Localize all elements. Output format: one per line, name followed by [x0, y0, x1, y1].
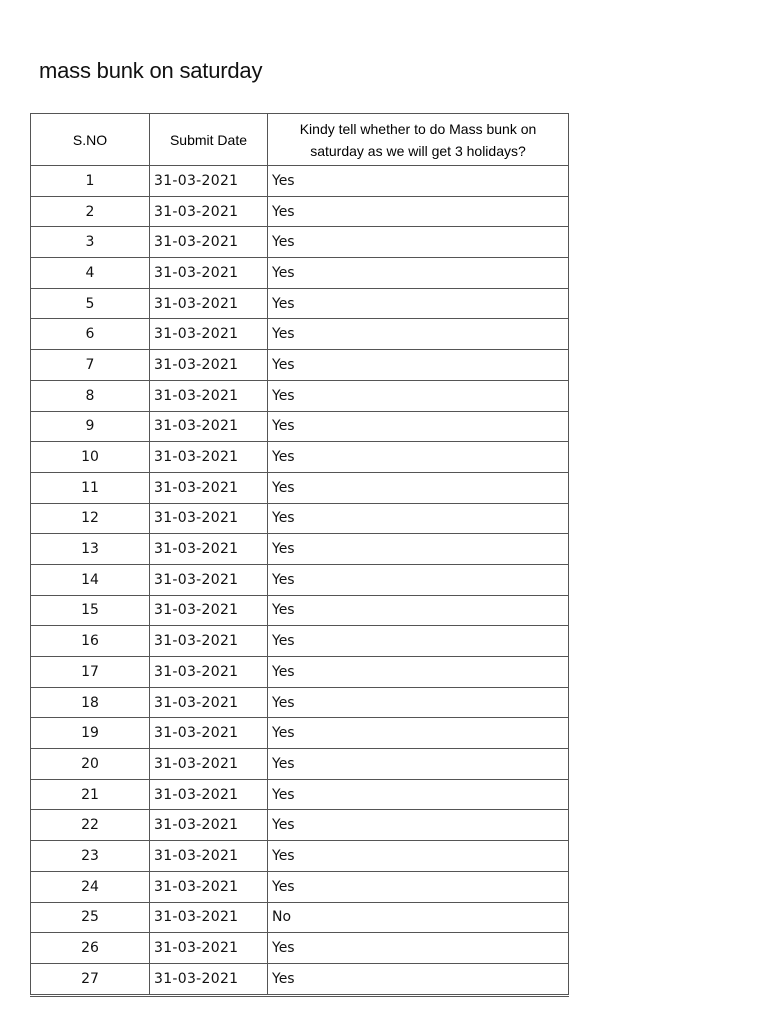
- serial-number-cell: 11: [31, 472, 150, 503]
- table-row: [31, 871, 569, 902]
- answer-cell: Yes: [268, 380, 569, 411]
- answer-cell: Yes: [268, 258, 569, 289]
- answer-cell: Yes: [268, 687, 569, 718]
- submit-date-cell: 31-03-2021: [150, 564, 268, 595]
- table-row: [31, 472, 569, 503]
- submit-date-cell: 31-03-2021: [150, 963, 268, 995]
- answer-cell: Yes: [268, 749, 569, 780]
- submit-date-cell: 31-03-2021: [150, 626, 268, 657]
- serial-number-cell: 24: [31, 871, 150, 902]
- answer-cell: Yes: [268, 963, 569, 995]
- answer-cell: Yes: [268, 564, 569, 595]
- table-row: [31, 595, 569, 626]
- serial-number-cell: 19: [31, 718, 150, 749]
- serial-number-cell: 2: [31, 196, 150, 227]
- submit-date-cell: 31-03-2021: [150, 411, 268, 442]
- document-title: mass bunk on saturday: [39, 58, 263, 83]
- submit-date-cell: 31-03-2021: [150, 534, 268, 565]
- header-serial-number: S.NO: [31, 114, 150, 166]
- answer-cell: Yes: [268, 288, 569, 319]
- serial-number-cell: 13: [31, 534, 150, 565]
- serial-number-cell: 7: [31, 350, 150, 381]
- table-row: [31, 350, 569, 381]
- answer-cell: Yes: [268, 841, 569, 872]
- submit-date-cell: 31-03-2021: [150, 841, 268, 872]
- table-row: [31, 564, 569, 595]
- submit-date-cell: 31-03-2021: [150, 288, 268, 319]
- submit-date-cell: 31-03-2021: [150, 166, 268, 197]
- serial-number-cell: 1: [31, 166, 150, 197]
- submit-date-cell: 31-03-2021: [150, 350, 268, 381]
- answer-cell: Yes: [268, 166, 569, 197]
- submit-date-cell: 31-03-2021: [150, 442, 268, 473]
- submit-date-cell: 31-03-2021: [150, 227, 268, 258]
- table-row: [31, 933, 569, 964]
- answer-cell: Yes: [268, 595, 569, 626]
- answer-cell: Yes: [268, 718, 569, 749]
- serial-number-cell: 22: [31, 810, 150, 841]
- submit-date-cell: 31-03-2021: [150, 196, 268, 227]
- answer-cell: No: [268, 902, 569, 933]
- answer-cell: Yes: [268, 933, 569, 964]
- serial-number-cell: 25: [31, 902, 150, 933]
- table-row: [31, 411, 569, 442]
- submit-date-cell: 31-03-2021: [150, 933, 268, 964]
- submit-date-cell: 31-03-2021: [150, 657, 268, 688]
- serial-number-cell: 8: [31, 380, 150, 411]
- table-row: [31, 503, 569, 534]
- submit-date-cell: 31-03-2021: [150, 319, 268, 350]
- submit-date-cell: 31-03-2021: [150, 718, 268, 749]
- answer-cell: Yes: [268, 472, 569, 503]
- table-row: [31, 288, 569, 319]
- answer-cell: Yes: [268, 626, 569, 657]
- table-row: [31, 687, 569, 718]
- responses-table: [30, 113, 569, 997]
- table-header: [31, 114, 569, 166]
- submit-date-cell: 31-03-2021: [150, 810, 268, 841]
- table-row: [31, 779, 569, 810]
- submit-date-cell: 31-03-2021: [150, 749, 268, 780]
- submit-date-cell: 31-03-2021: [150, 902, 268, 933]
- serial-number-cell: 21: [31, 779, 150, 810]
- header-row: [31, 114, 569, 166]
- answer-cell: Yes: [268, 319, 569, 350]
- table-row: [31, 626, 569, 657]
- submit-date-cell: 31-03-2021: [150, 472, 268, 503]
- answer-cell: Yes: [268, 411, 569, 442]
- submit-date-cell: 31-03-2021: [150, 595, 268, 626]
- answer-cell: Yes: [268, 442, 569, 473]
- table-row: [31, 718, 569, 749]
- answer-cell: Yes: [268, 503, 569, 534]
- answer-cell: Yes: [268, 871, 569, 902]
- serial-number-cell: 10: [31, 442, 150, 473]
- answer-cell: Yes: [268, 779, 569, 810]
- answer-cell: Yes: [268, 534, 569, 565]
- submit-date-cell: 31-03-2021: [150, 503, 268, 534]
- submit-date-cell: 31-03-2021: [150, 258, 268, 289]
- serial-number-cell: 23: [31, 841, 150, 872]
- header-submit-date: Submit Date: [150, 114, 268, 166]
- serial-number-cell: 5: [31, 288, 150, 319]
- table-row: [31, 963, 569, 995]
- table-row: [31, 258, 569, 289]
- submit-date-cell: 31-03-2021: [150, 687, 268, 718]
- table-row: [31, 442, 569, 473]
- serial-number-cell: 18: [31, 687, 150, 718]
- serial-number-cell: 16: [31, 626, 150, 657]
- table-row: [31, 810, 569, 841]
- serial-number-cell: 15: [31, 595, 150, 626]
- serial-number-cell: 3: [31, 227, 150, 258]
- serial-number-cell: 26: [31, 933, 150, 964]
- answer-cell: Yes: [268, 810, 569, 841]
- serial-number-cell: 27: [31, 963, 150, 995]
- answer-cell: Yes: [268, 227, 569, 258]
- header-question: Kindy tell whether to do Mass bunk on saturday as we will get 3 holidays?: [268, 114, 569, 166]
- answer-cell: Yes: [268, 657, 569, 688]
- table-row: [31, 749, 569, 780]
- table-row: [31, 841, 569, 872]
- table-row: [31, 534, 569, 565]
- answer-cell: Yes: [268, 350, 569, 381]
- serial-number-cell: 14: [31, 564, 150, 595]
- table-row: [31, 227, 569, 258]
- submit-date-cell: 31-03-2021: [150, 380, 268, 411]
- table-row: [31, 657, 569, 688]
- table-row: [31, 902, 569, 933]
- table-row: [31, 196, 569, 227]
- serial-number-cell: 20: [31, 749, 150, 780]
- table-row: [31, 380, 569, 411]
- serial-number-cell: 9: [31, 411, 150, 442]
- submit-date-cell: 31-03-2021: [150, 871, 268, 902]
- submit-date-cell: 31-03-2021: [150, 779, 268, 810]
- table-row: [31, 166, 569, 197]
- answer-cell: Yes: [268, 196, 569, 227]
- table-row: [31, 319, 569, 350]
- table-body: [31, 166, 569, 996]
- serial-number-cell: 17: [31, 657, 150, 688]
- serial-number-cell: 12: [31, 503, 150, 534]
- serial-number-cell: 6: [31, 319, 150, 350]
- serial-number-cell: 4: [31, 258, 150, 289]
